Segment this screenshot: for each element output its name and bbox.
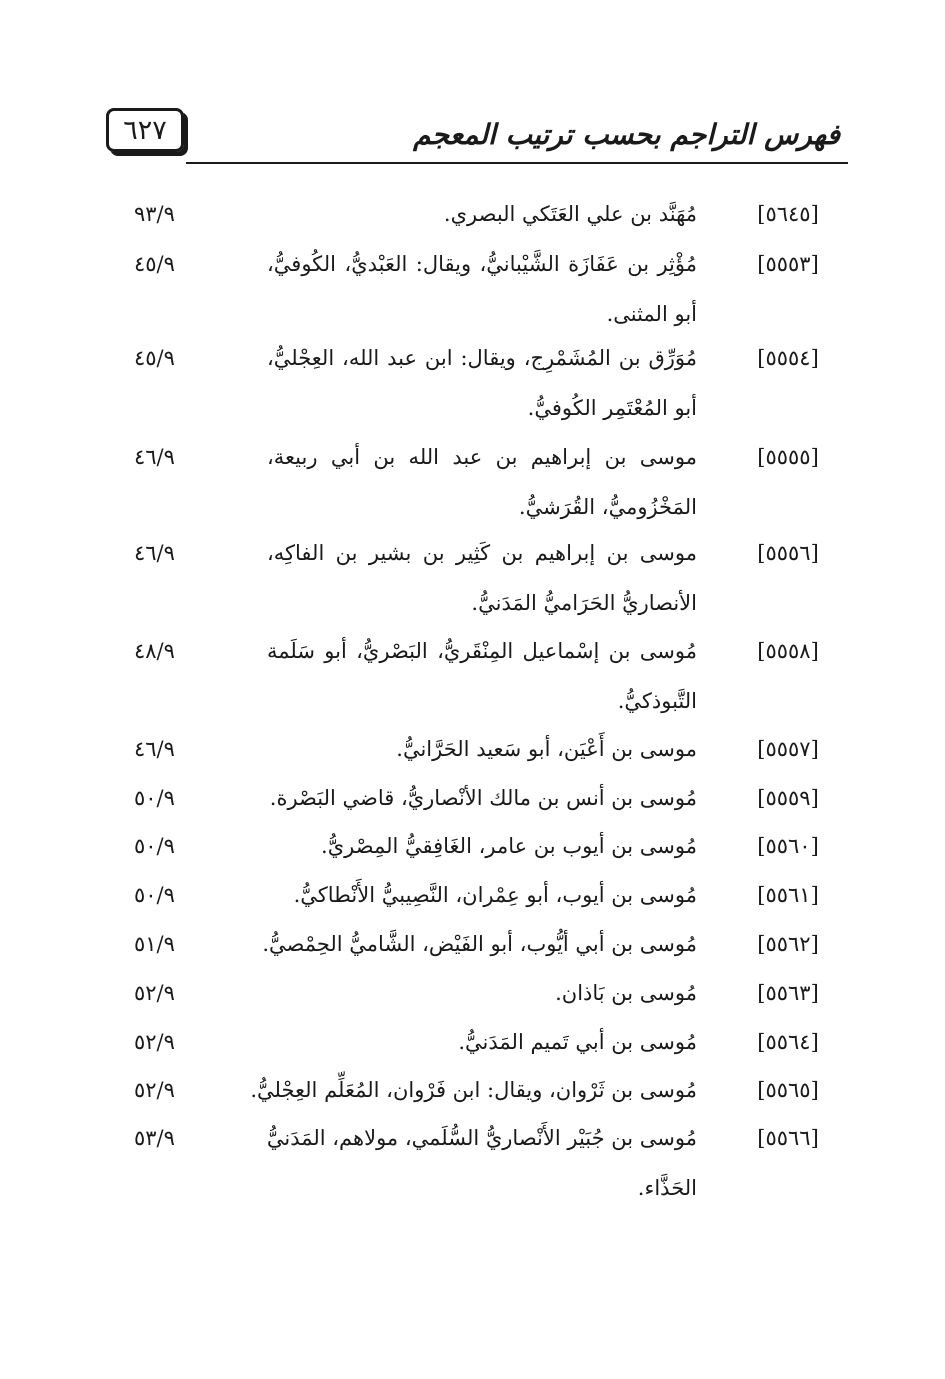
entry-number: [٥٥٥٤] xyxy=(757,346,819,370)
entry-number: [٥٥٥٥] xyxy=(757,445,819,469)
entry-name: مُوسى بن أيوب، أبو عِمْران، النَّصِيبيُّ الأَنْطاكيُّ. xyxy=(293,883,697,907)
entry-name-continuation: أبو المثنى. xyxy=(606,302,697,326)
entry-name: مُهَنَّد بن علي العَتَكي البصري. xyxy=(443,202,697,226)
entry-number: [٥٥٥٦] xyxy=(757,541,819,565)
entry-number: [٥٦٤٥] xyxy=(757,202,819,226)
entry-name-continuation: المَخْزُوميُّ، القُرَشيُّ. xyxy=(518,495,697,519)
entry-reference: ٤٥/٩ xyxy=(134,252,175,276)
entry-name-continuation: الحَذَّاء. xyxy=(637,1176,697,1200)
entry-name: موسى بن إبراهيم بن عبد الله بن أبي ربيعة، xyxy=(267,445,697,469)
entry-number: [٥٥٦٣] xyxy=(757,981,819,1005)
entry-name: مُؤْثِر بن عَفَازَة الشَّيْبانيُّ، ويقال: العَبْديُّ، الكُوفيُّ، xyxy=(267,252,697,276)
entry-name-continuation: الأنصاريُّ الحَرَاميُّ المَدَنيُّ. xyxy=(471,591,697,615)
entry-reference: ٥٠/٩ xyxy=(134,883,175,907)
entry-number: [٥٥٥٩] xyxy=(757,786,819,810)
entry-name-continuation: أبو المُعْتَمِر الكُوفيُّ. xyxy=(527,396,697,420)
entry-number: [٥٥٦٢] xyxy=(757,932,819,956)
entry-number: [٥٥٦١] xyxy=(757,883,819,907)
entry-number: [٥٥٥٧] xyxy=(757,737,819,761)
entry-name: مُوسى بن أيوب بن عامر، الغَافِقيُّ المِصْريُّ. xyxy=(321,834,697,858)
entry-number: [٥٥٦٥] xyxy=(757,1078,819,1102)
entry-name-continuation: التَّبوذكيُّ. xyxy=(617,689,697,713)
entry-reference: ٩٣/٩ xyxy=(134,202,175,226)
entry-name: مُوسى بن أبي تَميم المَدَنيُّ. xyxy=(458,1030,697,1054)
entry-name: موسى بن أَعْيَن، أبو سَعيد الحَرَّانيُّ. xyxy=(396,737,697,761)
entry-number: [٥٥٦٤] xyxy=(757,1030,819,1054)
entry-reference: ٤٥/٩ xyxy=(134,346,175,370)
entry-reference: ٥١/٩ xyxy=(134,932,175,956)
entry-name: مُوسى بن بَاذان. xyxy=(555,981,697,1005)
entry-name: مُوسى بن إسْماعيل المِنْقَريُّ، البَصْريُّ، أبو سَلَمة xyxy=(267,639,697,663)
entry-number: [٥٥٥٨] xyxy=(757,639,819,663)
entry-reference: ٥٢/٩ xyxy=(134,1078,175,1102)
entry-name: مُوسى بن ثَرْوان، ويقال: ابن فَرْوان، المُعَلِّم العِجْليُّ. xyxy=(250,1078,697,1102)
entry-reference: ٥٢/٩ xyxy=(134,981,175,1005)
entry-reference: ٥٠/٩ xyxy=(134,786,175,810)
entry-name: مُوسى بن جُبَيْر الأَنْصاريُّ السُّلَمي، مولاهم، المَدَنيُّ xyxy=(266,1126,697,1150)
entry-reference: ٤٦/٩ xyxy=(134,445,175,469)
entry-name: مُوَرِّق بن المُشَمْرِج، ويقال: ابن عبد الله، العِجْليُّ، xyxy=(267,346,697,370)
entry-name: موسى بن إبراهيم بن كَثِير بن بشير بن الفاكِه، xyxy=(267,541,697,565)
page-number: ٦٢٧ xyxy=(106,108,184,152)
entry-name: مُوسى بن أنس بن مالك الأنْصاريُّ، قاضي البَصْرة. xyxy=(269,786,697,810)
entry-reference: ٤٦/٩ xyxy=(134,541,175,565)
entry-reference: ٥٣/٩ xyxy=(134,1126,175,1150)
entry-number: [٥٥٦٠] xyxy=(757,834,819,858)
entry-reference: ٤٦/٩ xyxy=(134,737,175,761)
entry-number: [٥٥٦٦] xyxy=(757,1126,819,1150)
entry-reference: ٥٢/٩ xyxy=(134,1030,175,1054)
entry-number: [٥٥٥٣] xyxy=(757,252,819,276)
entry-name: مُوسى بن أبي أيُّوب، أبو الفَيْض، الشَّاميُّ الحِمْصيُّ. xyxy=(262,932,697,956)
entry-reference: ٥٠/٩ xyxy=(134,834,175,858)
header-rule xyxy=(186,162,848,164)
entry-reference: ٤٨/٩ xyxy=(134,639,175,663)
running-title: فهرس التراجم بحسب ترتيب المعجم xyxy=(413,118,840,151)
